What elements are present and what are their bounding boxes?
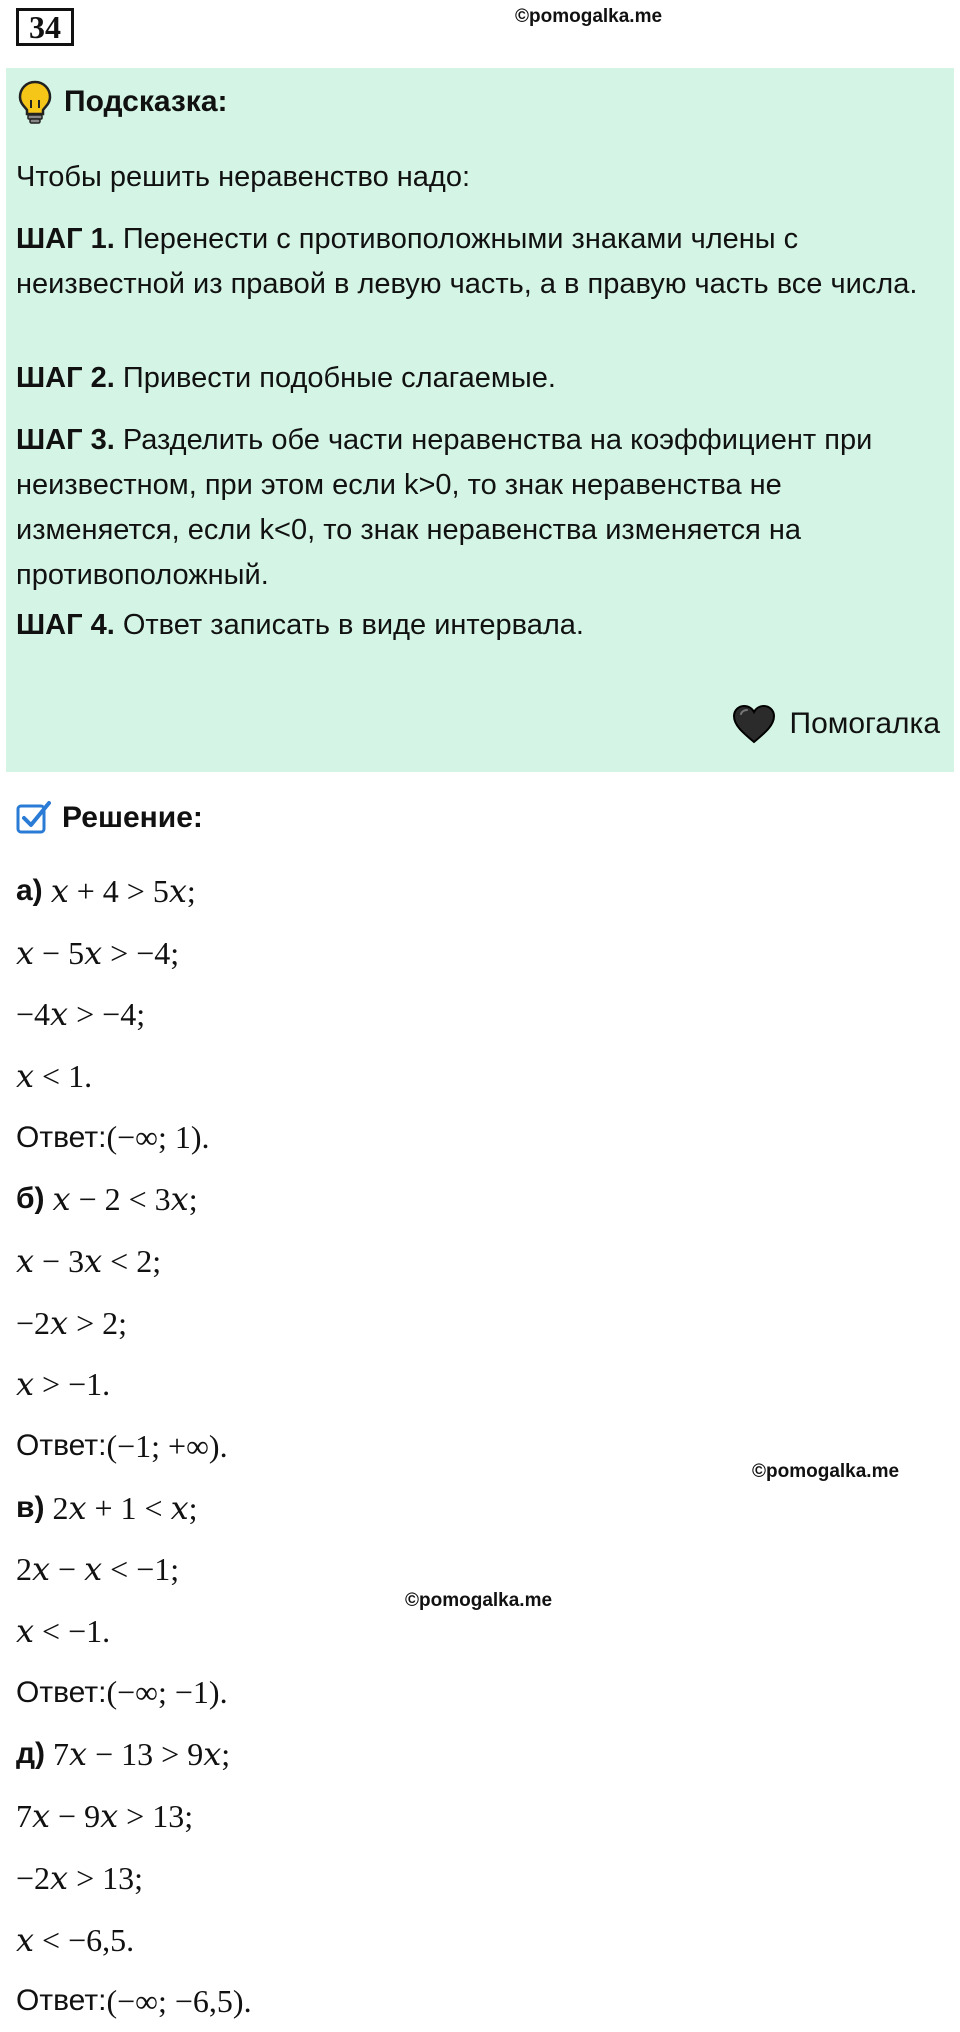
hint-step-4 <box>16 603 940 648</box>
checkbox-icon <box>16 800 52 836</box>
answer-line <box>16 1970 936 2032</box>
math-expression: 7𝑥 − 9𝑥 > 13; <box>16 1798 194 1835</box>
solution-line <box>16 1168 936 1230</box>
math-expression: 𝑥 − 2 < 3𝑥; <box>52 1181 198 1218</box>
solution-line <box>16 860 936 922</box>
answer-prefix: Ответ: <box>16 1675 107 1709</box>
hint-step-1 <box>16 217 940 307</box>
answer-interval: (−1; +∞). <box>106 1427 228 1464</box>
problem-number: 34 <box>16 8 74 46</box>
solution-line <box>16 1724 936 1786</box>
math-expression: −4𝑥 > −4; <box>16 996 146 1033</box>
watermark-lower: ©pomogalka.me <box>405 1590 553 1611</box>
answer-interval: (−∞; −6,5). <box>106 1982 252 2019</box>
solution-line <box>16 1230 936 1292</box>
solution-line <box>16 1477 936 1539</box>
hint-step-2-label: ШАГ 2. <box>16 362 115 394</box>
hint-intro: Чтобы решить неравенство надо: <box>16 161 471 193</box>
math-expression: −2𝑥 > 2; <box>16 1304 128 1341</box>
hint-step-2 <box>16 356 940 401</box>
math-expression: −2𝑥 > 13; <box>16 1859 144 1896</box>
answer-prefix: Ответ: <box>16 1429 107 1463</box>
math-expression: 𝑥 < 1. <box>16 1057 93 1094</box>
answer-line <box>16 1662 936 1724</box>
part-label: в) <box>16 1490 45 1524</box>
lightbulb-icon <box>18 80 52 124</box>
math-expression: 𝑥 < −1. <box>16 1613 111 1650</box>
solution-line <box>16 983 936 1045</box>
solution-line <box>16 1785 936 1847</box>
hint-step-3-text: Разделить обе части неравенства на коэффициент при неизвестном, при этом если k>0, то знак неравенства не изменяется, если k<0, то знак неравенства изменяется на противоположный. <box>16 424 873 591</box>
solution-line <box>16 1847 936 1909</box>
hint-step-3-label: ШАГ 3. <box>16 424 115 456</box>
solution-line <box>16 1909 936 1971</box>
math-expression: 2𝑥 − 𝑥 < −1; <box>16 1551 180 1588</box>
solution-title-text: Решение: <box>62 801 203 834</box>
brand-name: Помогалка <box>789 707 940 740</box>
answer-prefix: Ответ: <box>16 1120 107 1154</box>
math-expression: 𝑥 + 4 > 5𝑥; <box>50 872 196 909</box>
math-expression: 7𝑥 − 13 > 9𝑥; <box>53 1736 231 1773</box>
hint-step-4-text: Ответ записать в виде интервала. <box>122 609 584 641</box>
brand-signature <box>732 704 941 744</box>
math-expression: 𝑥 − 5𝑥 > −4; <box>16 934 180 971</box>
hint-title-text: Подсказка: <box>64 85 228 118</box>
solution-line <box>16 922 936 984</box>
hint-step-2-text: Привести подобные слагаемые. <box>122 362 556 394</box>
hint-step-1-text: Перенести с противоположными знаками члены с неизвестной из правой в левую часть, а в правую часть все числа. <box>16 223 918 300</box>
solution-line <box>16 1354 936 1416</box>
math-expression: 𝑥 > −1. <box>16 1366 111 1403</box>
answer-interval: (−∞; −1). <box>106 1674 228 1711</box>
solution-title <box>16 800 203 836</box>
answer-line <box>16 1107 936 1169</box>
math-expression: 𝑥 − 3𝑥 < 2; <box>16 1242 162 1279</box>
part-label: б) <box>16 1182 45 1216</box>
math-expression: 2𝑥 + 1 < 𝑥; <box>52 1489 198 1526</box>
hint-step-4-label: ШАГ 4. <box>16 609 115 641</box>
answer-prefix: Ответ: <box>16 1984 107 2018</box>
solution-line <box>16 1292 936 1354</box>
math-expression: 𝑥 < −6,5. <box>16 1921 135 1958</box>
solution-lines <box>16 860 936 2032</box>
solution-line <box>16 1045 936 1107</box>
part-label: а) <box>16 873 43 907</box>
heart-icon <box>732 704 776 744</box>
watermark-middle: ©pomogalka.me <box>752 1461 900 1482</box>
watermark-top: ©pomogalka.me <box>515 6 663 27</box>
hint-title <box>18 76 228 128</box>
hint-panel <box>6 68 954 772</box>
hint-step-3 <box>16 418 940 598</box>
part-label: д) <box>16 1737 46 1771</box>
hint-step-1-label: ШАГ 1. <box>16 223 115 255</box>
answer-interval: (−∞; 1). <box>106 1119 210 1156</box>
